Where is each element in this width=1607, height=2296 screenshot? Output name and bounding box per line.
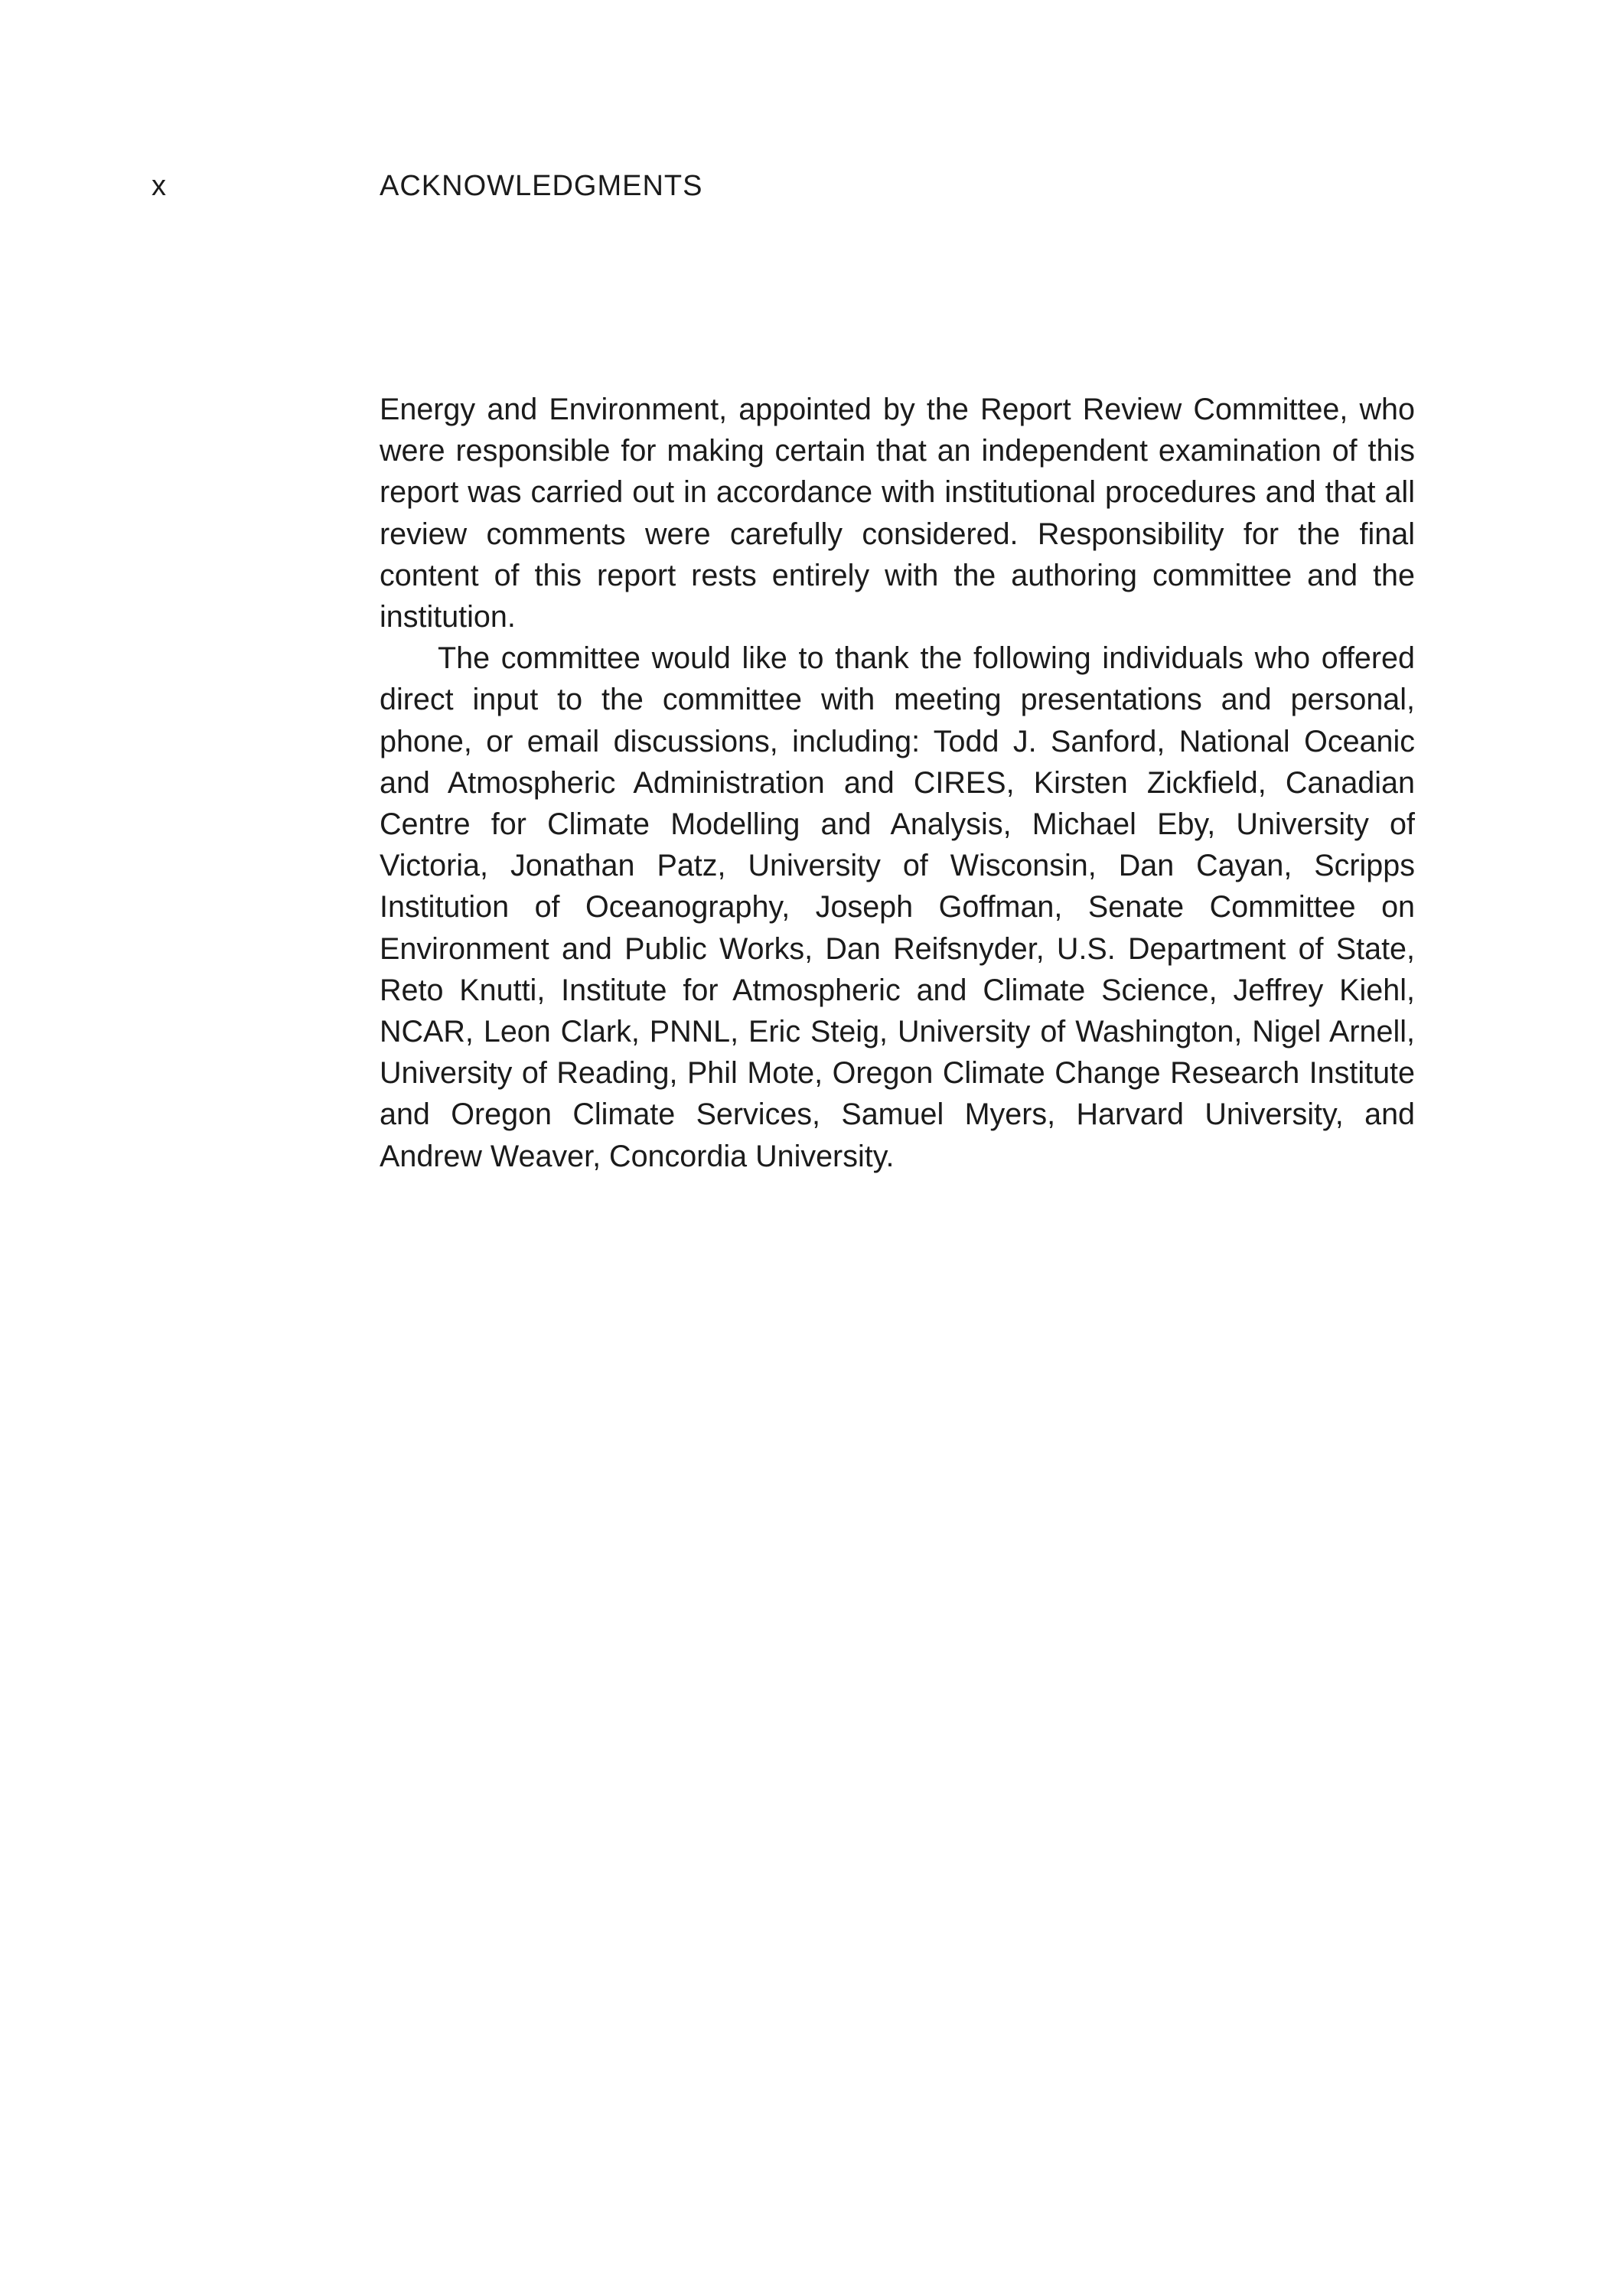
running-head: [0, 167, 1607, 205]
section-title: ACKNOWLEDGMENTS: [380, 170, 703, 202]
page-number: x: [152, 170, 167, 202]
body-text: [380, 389, 1415, 1177]
paragraph-thanks: The committee would like to thank the following individuals who offered direct input to the committee with meeting presentations and personal, phone, or email discussions, including: Todd J. Sanford, National Oceanic and Atmospheric Administration and CIRES, Kirsten Zickfield, Canadian Centre for Climate Modelling and Analysis, Michael Eby, University of Victoria, Jonathan Patz, University of Wisconsin, Dan Cayan, Scripps Institution of Oceanography, Joseph Goffman, Senate Committee on Environment and Public Works, Dan Reifsnyder, U.S. Department of State, Reto Knutti, Institute for Atmospheric and Climate Science, Jeffrey Kiehl, NCAR, Leon Clark, PNNL, Eric Steig, University of Washington, Nigel Arnell, University of Reading, Phil Mote, Oregon Climate Change Research Institute and Oregon Climate Services, Samuel Myers, Harvard University, and Andrew Weaver, Concordia University.: [380, 641, 1415, 1173]
paragraph-continuation: Energy and Environment, appointed by the Report Review Committee, who were responsible for making certain that an independent examination of this report was carried out in accordance with institutional procedures and that all review comments were carefully considered. Responsibility for the final content of this report rests entirely with the authoring committee and the institution.: [380, 393, 1415, 634]
